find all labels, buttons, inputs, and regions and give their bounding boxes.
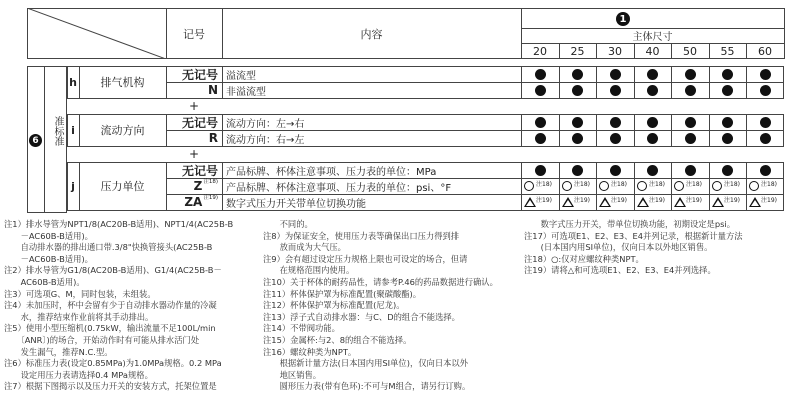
size-divider (596, 66, 597, 82)
mark-note: 注18) (686, 181, 702, 188)
size-divider (709, 178, 710, 194)
marker-1-badge: 1 (616, 12, 630, 26)
mark-note: 注18) (611, 181, 627, 188)
available-dot-icon (760, 133, 771, 144)
available-dot-icon (572, 165, 583, 176)
group-title-h: 排气机构 (100, 76, 145, 89)
size-divider (709, 66, 710, 82)
size-divider (746, 114, 747, 130)
size-label-30: 30 (608, 44, 622, 58)
size-divider (746, 130, 747, 146)
size-divider (596, 162, 597, 178)
size-divider (746, 178, 747, 194)
size-divider (634, 178, 635, 194)
mark-note: 注18) (574, 181, 590, 188)
available-dot-icon (685, 165, 696, 176)
mark-note: 注18) (724, 181, 740, 188)
size-label-40: 40 (645, 44, 660, 58)
size-divider (709, 114, 710, 130)
size-divider (634, 194, 635, 210)
notes-column-3: 数字式压力开关，带单位切换功能，初期设定是psi。 注17）可选项E1、E2、E3、E4并列记录，根据新计量方法 (日本国内用SI单位)，仅向日本以外地区销售。 注18）○:仅对应螺纹种类NPT。 注19）请将△和可选项E1、E2、E3、E4并列选择。 (524, 219, 743, 276)
available-dot-icon (722, 165, 733, 176)
mark-note: 注19) (536, 197, 552, 204)
size-divider (634, 43, 635, 59)
available-dot-icon (610, 69, 621, 80)
available-dot-icon (535, 85, 546, 96)
size-divider (596, 130, 597, 146)
size-divider (671, 194, 672, 210)
available-dot-icon (610, 165, 621, 176)
size-divider (634, 162, 635, 178)
header-code: 记号 (183, 27, 205, 41)
group-letter-j: j (71, 179, 75, 193)
available-dot-icon (685, 69, 696, 80)
option-description: 流动方向：右→左 (226, 134, 305, 146)
available-dot-icon (685, 85, 696, 96)
mark-note: 注18) (761, 181, 777, 188)
size-divider (634, 114, 635, 130)
code-note: 注19) (203, 195, 218, 201)
npt-only-circle-icon (524, 181, 534, 191)
header-content: 内容 (360, 27, 383, 41)
size-divider (596, 178, 597, 194)
size-divider (559, 66, 560, 82)
option-combo-triangle-icon (749, 197, 761, 207)
header-diagonal (27, 8, 166, 59)
group-title-j: 压力单位 (100, 180, 145, 193)
option-description: 数字式压力开关带单位切换功能 (226, 198, 366, 210)
option-code[interactable]: 无记号 (181, 115, 218, 130)
mark-note: 注19) (611, 197, 627, 204)
npt-only-circle-icon (599, 181, 609, 191)
size-divider (559, 130, 560, 146)
size-divider (596, 82, 597, 98)
available-dot-icon (535, 133, 546, 144)
code-note: 注18) (203, 179, 218, 185)
plus-sign: + (188, 147, 200, 161)
size-divider (559, 162, 560, 178)
size-divider (559, 43, 560, 59)
available-dot-icon (572, 133, 583, 144)
size-divider (746, 162, 747, 178)
marker-6-badge: 6 (29, 134, 42, 147)
mark-note: 注18) (649, 181, 665, 188)
option-combo-triangle-icon (712, 197, 724, 207)
size-divider (596, 43, 597, 59)
npt-only-circle-icon (562, 181, 572, 191)
available-dot-icon (722, 117, 733, 128)
size-divider (709, 82, 710, 98)
size-label-20: 20 (533, 44, 547, 58)
size-divider (559, 178, 560, 194)
size-divider (671, 162, 672, 178)
available-dot-icon (760, 69, 771, 80)
option-code[interactable]: Z 注18) (193, 179, 218, 193)
option-description: 产品标牌、杯体注意事项、压力表的单位：MPa (226, 166, 437, 178)
available-dot-icon (535, 117, 546, 128)
size-divider (596, 114, 597, 130)
size-divider (671, 66, 672, 82)
notes-column-1: 注1）排水导管为NPT1/8(AC20B-B适用)、NPT1/4(AC25B-B －AC60B-B适用)。 自动排水器的排出通口带.3/8"快换管接头(AC25B-B －AC60B-B适用)。 注2）排水导管为G1/8(AC20B-B适用)、G1/4(AC25B-B－ AC60B-B适用)。 注3）可选项G、M，同时包装，未组装。 注4）未加压时，杯中会留有少于自动排水器动作量的冷凝 水，推荐结束作业前将其手动排出。 注5）使用小型压缩机(0.75kW，输出流量不足100L/min 〔ANR〕)的场合，开始动作时有可能从排水活门处 发生漏气，推荐N.C.型。 注6）标准压力表(设定0.85MPa)为1.0MPa规格。0.2 MPa 设定用压力表请选择0.4 MPa规格。 注7）根据下图揭示以及压力开关的安装方式，托架位置是 (4, 219, 234, 392)
mark-note: 注19) (761, 197, 777, 204)
available-dot-icon (572, 117, 583, 128)
size-label-60: 60 (758, 44, 772, 58)
size-divider (671, 130, 672, 146)
size-divider (671, 178, 672, 194)
available-dot-icon (647, 69, 658, 80)
available-dot-icon (647, 165, 658, 176)
option-description: 非溢流型 (226, 86, 266, 98)
mark-note: 注19) (649, 197, 665, 204)
size-divider (709, 194, 710, 210)
available-dot-icon (647, 117, 658, 128)
option-combo-triangle-icon (637, 197, 649, 207)
available-dot-icon (722, 85, 733, 96)
available-dot-icon (760, 85, 771, 96)
size-label-50: 50 (683, 44, 697, 58)
option-combo-triangle-icon (674, 197, 686, 207)
group-letter-h: h (69, 75, 77, 89)
size-divider (746, 194, 747, 210)
mark-note: 注19) (686, 197, 702, 204)
size-divider (634, 82, 635, 98)
group-divider (521, 162, 522, 210)
size-divider (559, 114, 560, 130)
available-dot-icon (610, 133, 621, 144)
size-divider (709, 130, 710, 146)
group-title-i: 流动方向 (100, 124, 145, 137)
available-dot-icon (760, 117, 771, 128)
available-dot-icon (647, 85, 658, 96)
size-label-25: 25 (570, 44, 585, 58)
size-divider (746, 66, 747, 82)
size-divider (709, 162, 710, 178)
size-divider (746, 82, 747, 98)
side-label: 准标准 (52, 116, 63, 146)
size-divider (634, 130, 635, 146)
group-divider (222, 162, 223, 210)
option-description: 流动方向：左→右 (226, 118, 305, 130)
available-dot-icon (722, 69, 733, 80)
npt-only-circle-icon (712, 181, 722, 191)
available-dot-icon (535, 69, 546, 80)
size-divider (671, 82, 672, 98)
option-code[interactable]: 无记号 (181, 163, 218, 178)
available-dot-icon (685, 117, 696, 128)
available-dot-icon (535, 165, 546, 176)
size-divider (671, 43, 672, 59)
available-dot-icon (610, 85, 621, 96)
mark-note: 注18) (536, 181, 552, 188)
available-dot-icon (760, 165, 771, 176)
available-dot-icon (685, 133, 696, 144)
available-dot-icon (722, 133, 733, 144)
notes-column-2: 不同的。 注8）为保证安全，使用压力表等确保出口压力得到排 放而成为大气压。 注9）会有超过设定压力规格上限也可设定的场合，但请 在规格范围内使用。 注10）关于杯体的耐药品性，请参考P.46的药品数据进行确认。 注11）杯体保护罩为标准配置(聚碳酸酯)。 注12）杯体保护罩为标准配置(尼龙)。 注13）浮子式自动排水器：与C、D的组合不能选择。 注14）不带阀功能。 注15）金属杯:与2、8的组合不能选择。 注16）螺纹种类为NPT。 根据新计量方法(日本国内用SI单位)，仅向日本以外 地区销售。 圆形压力表(带有色环):不可与M组合，请另行订购。 (263, 219, 498, 392)
available-dot-icon (610, 117, 621, 128)
size-divider (559, 82, 560, 98)
size-divider (596, 194, 597, 210)
mark-note: 注19) (724, 197, 740, 204)
option-combo-triangle-icon (524, 197, 536, 207)
option-code[interactable]: ZA 注19) (184, 195, 218, 209)
plus-sign: + (188, 99, 200, 113)
size-divider (709, 43, 710, 59)
option-code[interactable]: R (208, 131, 218, 145)
available-dot-icon (572, 85, 583, 96)
option-combo-triangle-icon (599, 197, 611, 207)
size-divider (634, 66, 635, 82)
size-divider (671, 114, 672, 130)
npt-only-circle-icon (637, 181, 647, 191)
group-letter-i: i (71, 123, 75, 137)
available-dot-icon (572, 69, 583, 80)
available-dot-icon (647, 133, 658, 144)
option-combo-triangle-icon (562, 197, 574, 207)
option-code[interactable]: N (207, 83, 218, 97)
size-title: 主体尺寸 (632, 32, 673, 43)
size-divider (746, 43, 747, 59)
mark-note: 注19) (574, 197, 590, 204)
size-divider (559, 194, 560, 210)
option-description: 溢流型 (226, 70, 256, 82)
option-code[interactable]: 无记号 (181, 67, 218, 82)
option-description: 产品标牌、杯体注意事项、压力表的单位：psi、°F (226, 182, 452, 194)
npt-only-circle-icon (674, 181, 684, 191)
size-label-55: 55 (720, 44, 735, 58)
npt-only-circle-icon (749, 181, 759, 191)
